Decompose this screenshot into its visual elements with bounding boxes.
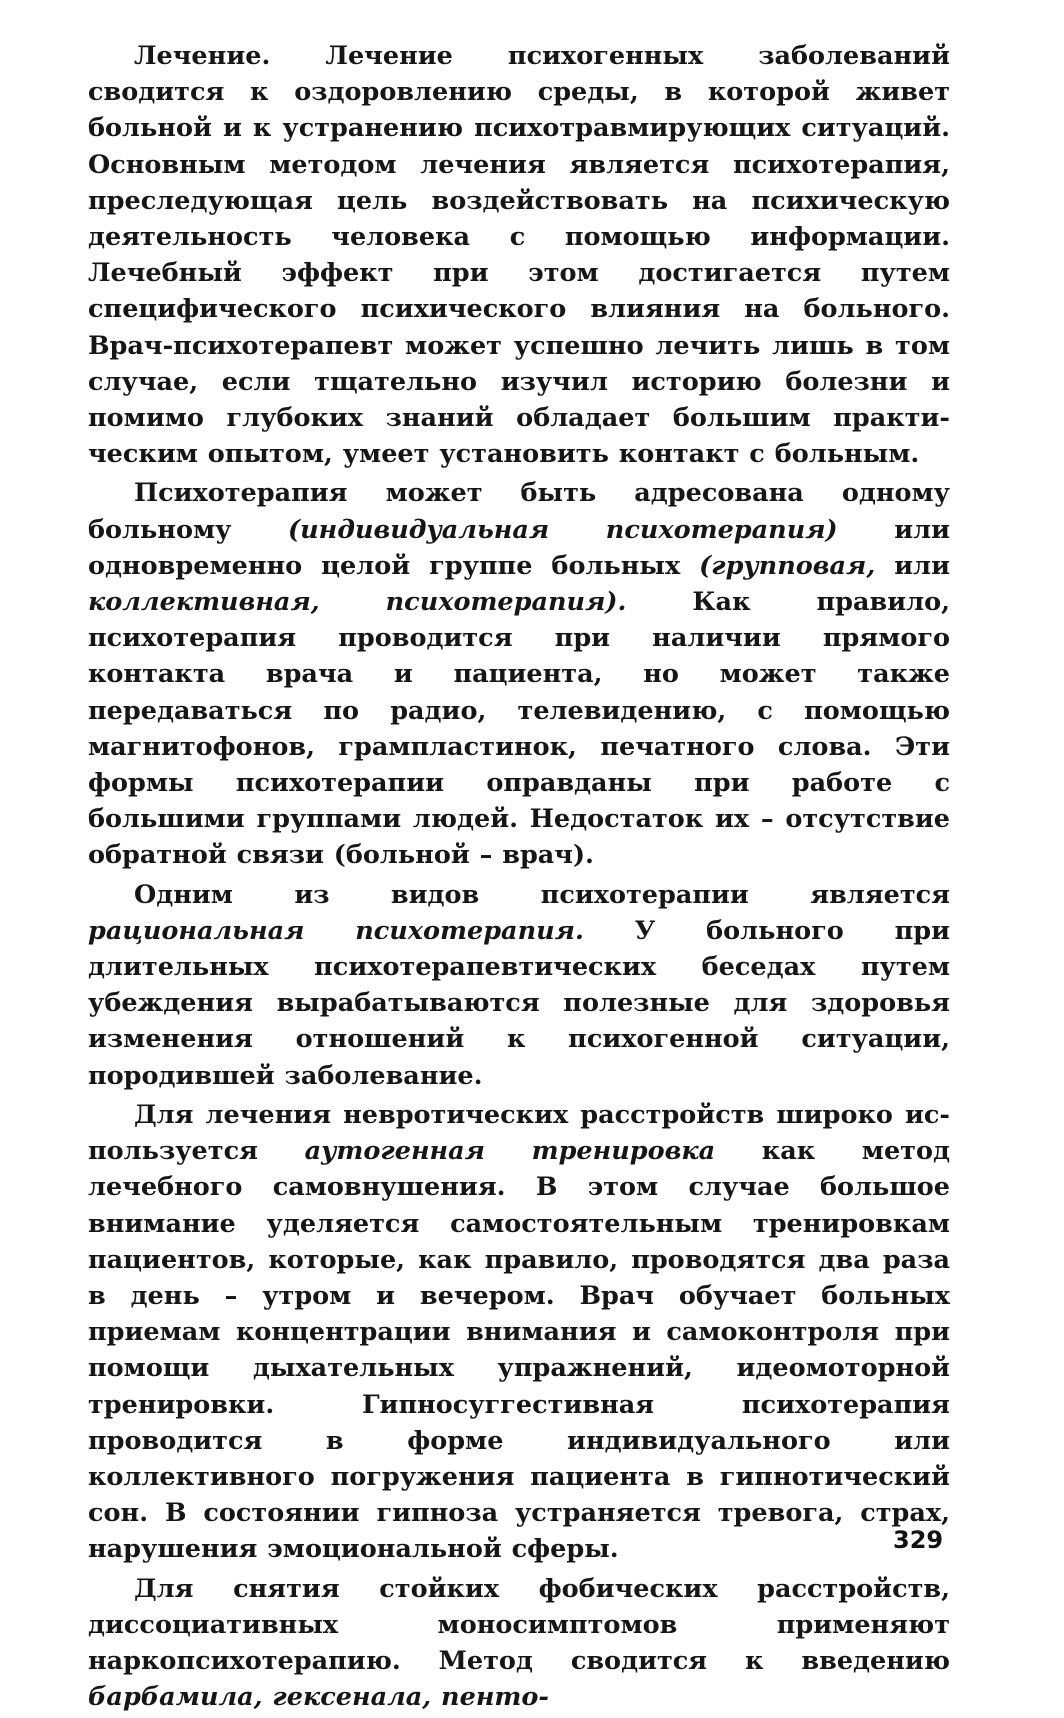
- italic-term: (групповая,: [699, 550, 876, 581]
- paragraph-text: Для снятия стойких фобических расстройств, диссоциативных моносимптомов применяют наркопсихотерапию. Метод сводится к введению: [88, 1573, 950, 1676]
- paragraph-treatment: [88, 38, 950, 472]
- italic-term: рациональная психотерапия.: [88, 915, 584, 946]
- paragraph-autogenic-training: [88, 1097, 950, 1568]
- italic-term: барбамила, гексенала, пенто-: [88, 1682, 549, 1713]
- page-body: [88, 38, 950, 1718]
- paragraph-text: Психотерапия может быть адресована одному больному: [88, 478, 950, 545]
- paragraph-text: как метод лечебного самовнушения. В этом случае большое внимание уделяется самостоятельным тренировкам пациентов, которые, как правило, проводятся два раза в день – утром и вечером. Врач обучает больных приемам концентрации внимания и самоконтроля при помощи дыхательных упражнений, идеомоторной тренировки. Гипносуггестивная психотерапия проводится в форме индивидуального или коллективного погружения пациента в гипнотический сон. В состоянии гипноза устраняется тревога, страх, нарушения эмоциональной сферы.: [88, 1136, 950, 1565]
- paragraph-heading: Лечение.: [134, 41, 271, 71]
- paragraph-text: Одним из видов психотерапии является: [134, 879, 950, 910]
- paragraph-text: Для лечения невротических расстройств широко используется: [88, 1099, 950, 1167]
- paragraph-text: Лечение психогенных заболеваний сводится к оздоровлению среды, в которой живет больной и к устранению психотравмирующих ситуаций. Основным методом лечения является психотерапия, преследующая цель воздействовать на психическую деятельность человека с помощью информации. Лечебный эффект при этом достигается путем специфического психического влияния на больного. Врач-психотерапевт может успешно лечить лишь в том случае, если тщательно изучил историю болезни и помимо глубоких знаний обладает большим практическим опытом, умеет установить контакт с больным.: [88, 41, 950, 470]
- italic-term: (индивидуальная психотерапия): [288, 514, 838, 545]
- paragraph-psychotherapy-forms: [88, 475, 950, 873]
- paragraph-text: У больного при длительных психотерапевтических беседах путем убеждения вырабатываются полезные для здоровья изменения отношений к психогенной ситуации, породившей заболевание.: [88, 915, 950, 1091]
- italic-term: аутогенная тренировка: [304, 1136, 716, 1167]
- paragraph-text: Как правило, психотерапия проводится при наличии прямого контакта врача и пациента, но может также передаваться по радио, телевидению, с помощью магнитофонов, грампластинок, печатного слова. Эти формы психотерапии оправданы при работе с большими группами людей. Недостаток их – отсутствие обратной связи (больной – врач).: [88, 587, 951, 871]
- italic-term: коллективная, психотерапия).: [88, 587, 627, 618]
- paragraph-narcopsychotherapy: [88, 1571, 950, 1716]
- page-number: 329: [893, 1526, 944, 1554]
- paragraph-text: или: [875, 550, 951, 581]
- paragraph-text: или одновременно целой группе больных: [88, 514, 951, 581]
- paragraph-rational-psychotherapy: [88, 877, 950, 1094]
